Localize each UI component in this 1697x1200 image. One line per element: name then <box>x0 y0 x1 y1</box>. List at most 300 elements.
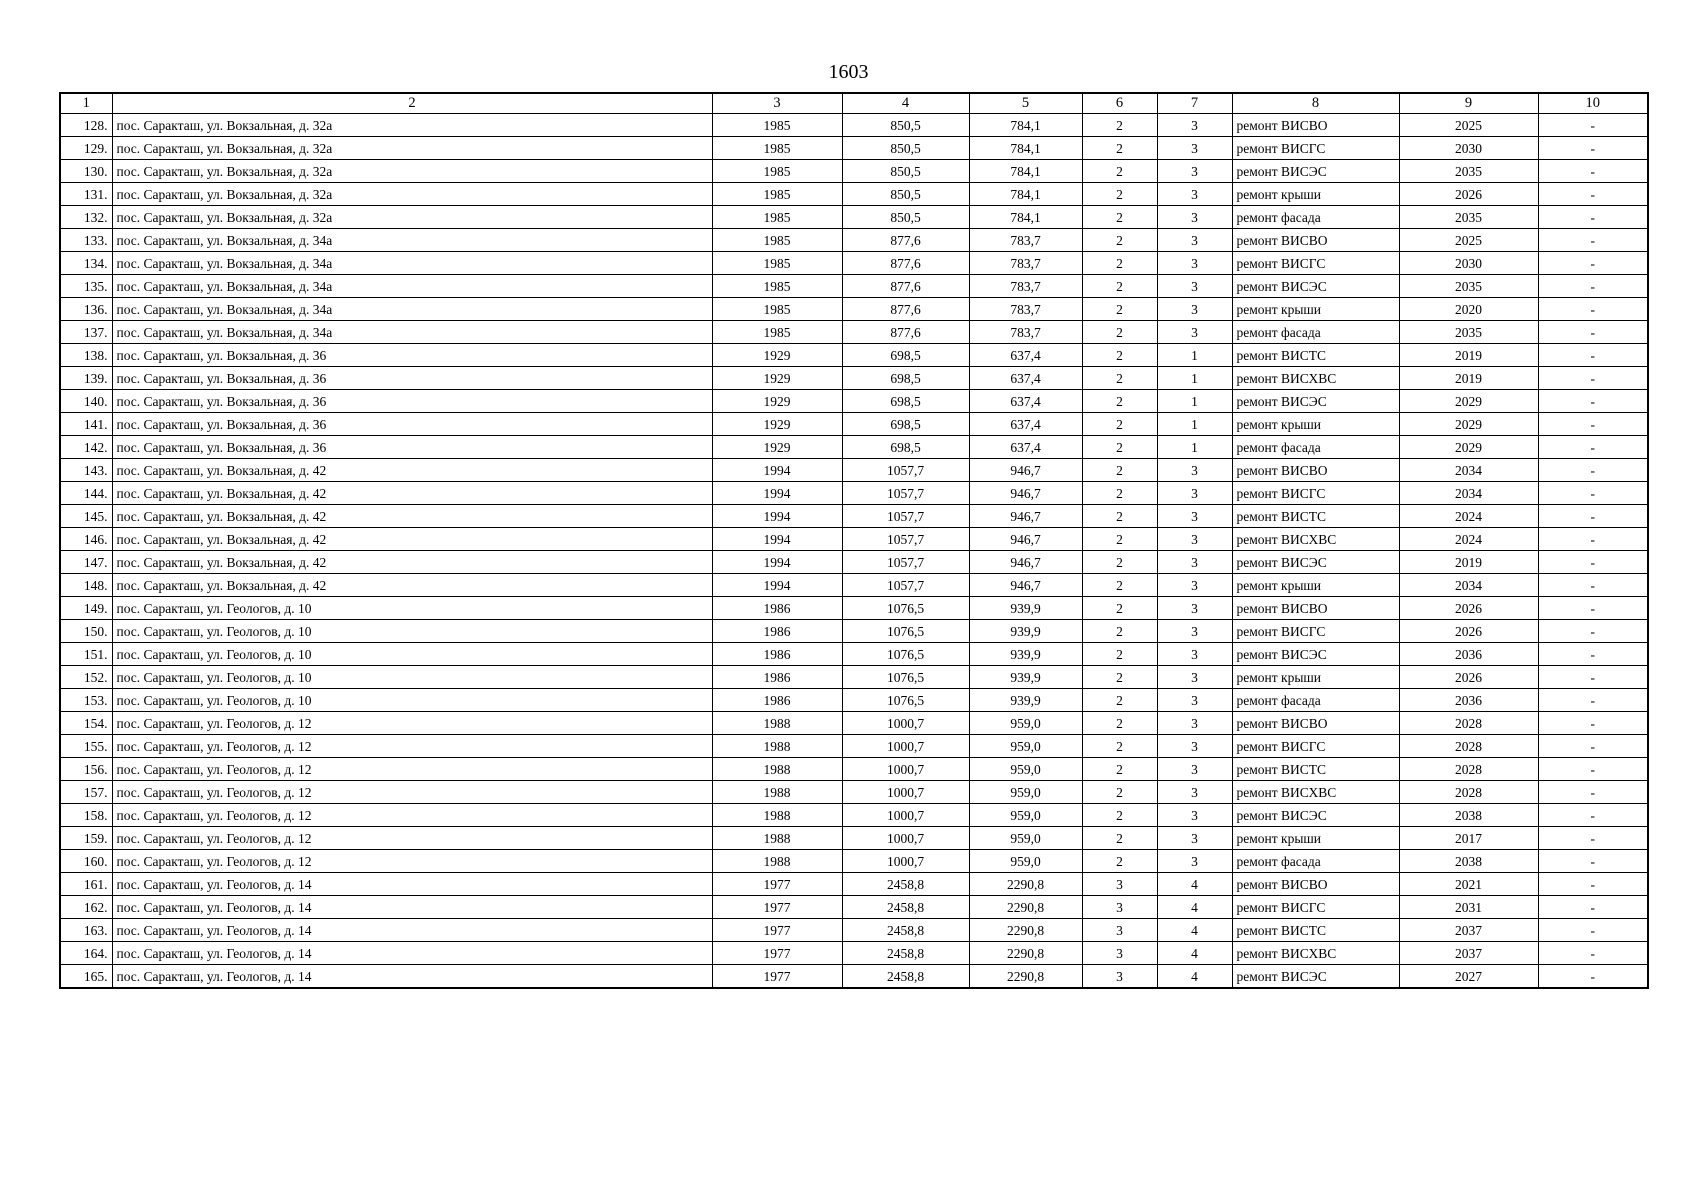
entrances-cell: 3 <box>1082 965 1157 989</box>
address-cell: пос. Саракташ, ул. Вокзальная, д. 32а <box>112 137 712 160</box>
living-area-cell: 939,9 <box>969 643 1082 666</box>
note-cell: - <box>1538 965 1648 989</box>
planned-year-cell: 2029 <box>1399 413 1538 436</box>
living-area-cell: 946,7 <box>969 528 1082 551</box>
floors-cell: 3 <box>1157 758 1232 781</box>
build-year-cell: 1985 <box>712 137 842 160</box>
page-number: 1603 <box>828 61 869 83</box>
total-area-cell: 1000,7 <box>842 758 969 781</box>
address-cell: пос. Саракташ, ул. Вокзальная, д. 36 <box>112 390 712 413</box>
entrances-cell: 2 <box>1082 551 1157 574</box>
floors-cell: 3 <box>1157 229 1232 252</box>
row-number-cell: 144. <box>60 482 112 505</box>
planned-year-cell: 2019 <box>1399 344 1538 367</box>
build-year-cell: 1929 <box>712 436 842 459</box>
row-number-cell: 160. <box>60 850 112 873</box>
living-area-cell: 637,4 <box>969 413 1082 436</box>
note-cell: - <box>1538 482 1648 505</box>
planned-year-cell: 2029 <box>1399 436 1538 459</box>
build-year-cell: 1994 <box>712 459 842 482</box>
row-number-cell: 143. <box>60 459 112 482</box>
entrances-cell: 2 <box>1082 505 1157 528</box>
entrances-cell: 2 <box>1082 183 1157 206</box>
table-row <box>60 436 1648 459</box>
living-area-cell: 784,1 <box>969 160 1082 183</box>
floors-cell: 3 <box>1157 574 1232 597</box>
address-cell: пос. Саракташ, ул. Вокзальная, д. 32а <box>112 183 712 206</box>
planned-year-cell: 2034 <box>1399 459 1538 482</box>
floors-cell: 4 <box>1157 965 1232 989</box>
floors-cell: 3 <box>1157 137 1232 160</box>
row-number-cell: 136. <box>60 298 112 321</box>
work-type-cell: ремонт ВИСГС <box>1232 896 1399 919</box>
floors-cell: 3 <box>1157 160 1232 183</box>
table-row <box>60 367 1648 390</box>
living-area-cell: 783,7 <box>969 229 1082 252</box>
work-type-cell: ремонт ВИСХВС <box>1232 528 1399 551</box>
note-cell: - <box>1538 252 1648 275</box>
floors-cell: 3 <box>1157 666 1232 689</box>
living-area-cell: 783,7 <box>969 275 1082 298</box>
floors-cell: 3 <box>1157 850 1232 873</box>
note-cell: - <box>1538 528 1648 551</box>
living-area-cell: 784,1 <box>969 183 1082 206</box>
table-row <box>60 804 1648 827</box>
living-area-cell: 637,4 <box>969 344 1082 367</box>
build-year-cell: 1985 <box>712 321 842 344</box>
table-row <box>60 505 1648 528</box>
planned-year-cell: 2038 <box>1399 804 1538 827</box>
planned-year-cell: 2028 <box>1399 735 1538 758</box>
total-area-cell: 1057,7 <box>842 551 969 574</box>
entrances-cell: 2 <box>1082 229 1157 252</box>
note-cell: - <box>1538 827 1648 850</box>
address-cell: пос. Саракташ, ул. Геологов, д. 12 <box>112 850 712 873</box>
living-area-cell: 2290,8 <box>969 965 1082 989</box>
entrances-cell: 3 <box>1082 919 1157 942</box>
note-cell: - <box>1538 712 1648 735</box>
note-cell: - <box>1538 390 1648 413</box>
work-type-cell: ремонт ВИСТС <box>1232 758 1399 781</box>
floors-cell: 3 <box>1157 735 1232 758</box>
planned-year-cell: 2034 <box>1399 574 1538 597</box>
table-row <box>60 413 1648 436</box>
floors-cell: 1 <box>1157 344 1232 367</box>
total-area-cell: 698,5 <box>842 390 969 413</box>
address-cell: пос. Саракташ, ул. Геологов, д. 14 <box>112 965 712 989</box>
table-row <box>60 459 1648 482</box>
entrances-cell: 2 <box>1082 137 1157 160</box>
address-cell: пос. Саракташ, ул. Вокзальная, д. 42 <box>112 459 712 482</box>
entrances-cell: 2 <box>1082 735 1157 758</box>
table-row <box>60 597 1648 620</box>
address-cell: пос. Саракташ, ул. Вокзальная, д. 34а <box>112 275 712 298</box>
address-cell: пос. Саракташ, ул. Геологов, д. 12 <box>112 758 712 781</box>
build-year-cell: 1986 <box>712 666 842 689</box>
table-row <box>60 827 1648 850</box>
floors-cell: 3 <box>1157 321 1232 344</box>
work-type-cell: ремонт ВИСГС <box>1232 620 1399 643</box>
note-cell: - <box>1538 505 1648 528</box>
living-area-cell: 959,0 <box>969 781 1082 804</box>
living-area-cell: 783,7 <box>969 298 1082 321</box>
row-number-cell: 134. <box>60 252 112 275</box>
row-number-cell: 161. <box>60 873 112 896</box>
total-area-cell: 2458,8 <box>842 919 969 942</box>
note-cell: - <box>1538 459 1648 482</box>
table-row <box>60 689 1648 712</box>
total-area-cell: 877,6 <box>842 229 969 252</box>
note-cell: - <box>1538 942 1648 965</box>
planned-year-cell: 2030 <box>1399 137 1538 160</box>
work-type-cell: ремонт ВИСВО <box>1232 873 1399 896</box>
row-number-cell: 135. <box>60 275 112 298</box>
floors-cell: 3 <box>1157 643 1232 666</box>
column-header: 7 <box>1157 93 1232 114</box>
build-year-cell: 1986 <box>712 620 842 643</box>
floors-cell: 4 <box>1157 942 1232 965</box>
living-area-cell: 637,4 <box>969 436 1082 459</box>
note-cell: - <box>1538 551 1648 574</box>
total-area-cell: 698,5 <box>842 367 969 390</box>
note-cell: - <box>1538 574 1648 597</box>
row-number-cell: 141. <box>60 413 112 436</box>
work-type-cell: ремонт ВИСЭС <box>1232 275 1399 298</box>
build-year-cell: 1988 <box>712 712 842 735</box>
entrances-cell: 2 <box>1082 666 1157 689</box>
floors-cell: 3 <box>1157 183 1232 206</box>
total-area-cell: 1000,7 <box>842 850 969 873</box>
row-number-cell: 158. <box>60 804 112 827</box>
table-row <box>60 758 1648 781</box>
build-year-cell: 1986 <box>712 689 842 712</box>
table-row <box>60 919 1648 942</box>
entrances-cell: 2 <box>1082 781 1157 804</box>
table-row <box>60 137 1648 160</box>
work-type-cell: ремонт ВИСТС <box>1232 505 1399 528</box>
entrances-cell: 2 <box>1082 804 1157 827</box>
table-row <box>60 114 1648 137</box>
column-header: 10 <box>1538 93 1648 114</box>
table-row <box>60 482 1648 505</box>
living-area-cell: 959,0 <box>969 712 1082 735</box>
floors-cell: 3 <box>1157 712 1232 735</box>
table-row <box>60 528 1648 551</box>
build-year-cell: 1977 <box>712 919 842 942</box>
living-area-cell: 959,0 <box>969 850 1082 873</box>
floors-cell: 1 <box>1157 367 1232 390</box>
floors-cell: 3 <box>1157 804 1232 827</box>
build-year-cell: 1985 <box>712 275 842 298</box>
planned-year-cell: 2027 <box>1399 965 1538 989</box>
total-area-cell: 1057,7 <box>842 459 969 482</box>
row-number-cell: 149. <box>60 597 112 620</box>
entrances-cell: 2 <box>1082 827 1157 850</box>
planned-year-cell: 2025 <box>1399 229 1538 252</box>
build-year-cell: 1985 <box>712 183 842 206</box>
planned-year-cell: 2034 <box>1399 482 1538 505</box>
total-area-cell: 1057,7 <box>842 528 969 551</box>
entrances-cell: 2 <box>1082 321 1157 344</box>
work-type-cell: ремонт крыши <box>1232 298 1399 321</box>
column-header: 2 <box>112 93 712 114</box>
address-cell: пос. Саракташ, ул. Геологов, д. 12 <box>112 781 712 804</box>
note-cell: - <box>1538 758 1648 781</box>
address-cell: пос. Саракташ, ул. Вокзальная, д. 42 <box>112 551 712 574</box>
table-row <box>60 298 1648 321</box>
work-type-cell: ремонт ВИСВО <box>1232 459 1399 482</box>
entrances-cell: 2 <box>1082 597 1157 620</box>
total-area-cell: 877,6 <box>842 298 969 321</box>
column-header: 9 <box>1399 93 1538 114</box>
build-year-cell: 1985 <box>712 114 842 137</box>
row-number-cell: 128. <box>60 114 112 137</box>
total-area-cell: 2458,8 <box>842 942 969 965</box>
column-header: 8 <box>1232 93 1399 114</box>
build-year-cell: 1977 <box>712 942 842 965</box>
total-area-cell: 1076,5 <box>842 620 969 643</box>
living-area-cell: 783,7 <box>969 252 1082 275</box>
planned-year-cell: 2026 <box>1399 620 1538 643</box>
planned-year-cell: 2024 <box>1399 505 1538 528</box>
total-area-cell: 877,6 <box>842 321 969 344</box>
total-area-cell: 1000,7 <box>842 712 969 735</box>
total-area-cell: 1076,5 <box>842 689 969 712</box>
row-number-cell: 156. <box>60 758 112 781</box>
total-area-cell: 1000,7 <box>842 735 969 758</box>
work-type-cell: ремонт ВИСЭС <box>1232 551 1399 574</box>
total-area-cell: 698,5 <box>842 413 969 436</box>
address-cell: пос. Саракташ, ул. Вокзальная, д. 42 <box>112 505 712 528</box>
row-number-cell: 154. <box>60 712 112 735</box>
floors-cell: 3 <box>1157 597 1232 620</box>
row-number-cell: 151. <box>60 643 112 666</box>
note-cell: - <box>1538 183 1648 206</box>
note-cell: - <box>1538 436 1648 459</box>
work-type-cell: ремонт ВИСЭС <box>1232 643 1399 666</box>
planned-year-cell: 2029 <box>1399 390 1538 413</box>
planned-year-cell: 2031 <box>1399 896 1538 919</box>
living-area-cell: 939,9 <box>969 666 1082 689</box>
work-type-cell: ремонт ВИСГС <box>1232 252 1399 275</box>
table-row <box>60 229 1648 252</box>
floors-cell: 3 <box>1157 298 1232 321</box>
entrances-cell: 2 <box>1082 850 1157 873</box>
planned-year-cell: 2037 <box>1399 919 1538 942</box>
planned-year-cell: 2021 <box>1399 873 1538 896</box>
total-area-cell: 1076,5 <box>842 643 969 666</box>
total-area-cell: 877,6 <box>842 275 969 298</box>
entrances-cell: 2 <box>1082 459 1157 482</box>
work-type-cell: ремонт ВИСХВС <box>1232 781 1399 804</box>
row-number-cell: 137. <box>60 321 112 344</box>
work-type-cell: ремонт ВИСВО <box>1232 712 1399 735</box>
build-year-cell: 1929 <box>712 413 842 436</box>
total-area-cell: 2458,8 <box>842 965 969 989</box>
row-number-cell: 147. <box>60 551 112 574</box>
row-number-cell: 145. <box>60 505 112 528</box>
address-cell: пос. Саракташ, ул. Геологов, д. 14 <box>112 896 712 919</box>
work-type-cell: ремонт ВИСГС <box>1232 735 1399 758</box>
build-year-cell: 1977 <box>712 873 842 896</box>
floors-cell: 3 <box>1157 827 1232 850</box>
row-number-cell: 132. <box>60 206 112 229</box>
row-number-cell: 130. <box>60 160 112 183</box>
work-type-cell: ремонт фасада <box>1232 689 1399 712</box>
work-type-cell: ремонт крыши <box>1232 827 1399 850</box>
address-cell: пос. Саракташ, ул. Геологов, д. 10 <box>112 643 712 666</box>
build-year-cell: 1994 <box>712 551 842 574</box>
note-cell: - <box>1538 229 1648 252</box>
total-area-cell: 1057,7 <box>842 574 969 597</box>
table-row <box>60 942 1648 965</box>
work-type-cell: ремонт ВИСВО <box>1232 597 1399 620</box>
note-cell: - <box>1538 896 1648 919</box>
entrances-cell: 2 <box>1082 390 1157 413</box>
floors-cell: 4 <box>1157 896 1232 919</box>
living-area-cell: 946,7 <box>969 574 1082 597</box>
build-year-cell: 1977 <box>712 965 842 989</box>
note-cell: - <box>1538 873 1648 896</box>
planned-year-cell: 2036 <box>1399 689 1538 712</box>
planned-year-cell: 2028 <box>1399 712 1538 735</box>
table-row <box>60 643 1648 666</box>
address-cell: пос. Саракташ, ул. Вокзальная, д. 36 <box>112 436 712 459</box>
total-area-cell: 1076,5 <box>842 597 969 620</box>
work-type-cell: ремонт ВИСЭС <box>1232 965 1399 989</box>
entrances-cell: 2 <box>1082 643 1157 666</box>
entrances-cell: 2 <box>1082 689 1157 712</box>
row-number-cell: 153. <box>60 689 112 712</box>
address-cell: пос. Саракташ, ул. Геологов, д. 12 <box>112 712 712 735</box>
work-type-cell: ремонт фасада <box>1232 206 1399 229</box>
floors-cell: 1 <box>1157 413 1232 436</box>
work-type-cell: ремонт ВИСГС <box>1232 482 1399 505</box>
address-cell: пос. Саракташ, ул. Геологов, д. 10 <box>112 689 712 712</box>
planned-year-cell: 2024 <box>1399 528 1538 551</box>
floors-cell: 4 <box>1157 873 1232 896</box>
planned-year-cell: 2030 <box>1399 252 1538 275</box>
row-number-cell: 155. <box>60 735 112 758</box>
entrances-cell: 3 <box>1082 896 1157 919</box>
table-row <box>60 160 1648 183</box>
entrances-cell: 2 <box>1082 413 1157 436</box>
note-cell: - <box>1538 689 1648 712</box>
floors-cell: 1 <box>1157 390 1232 413</box>
build-year-cell: 1986 <box>712 597 842 620</box>
living-area-cell: 959,0 <box>969 758 1082 781</box>
build-year-cell: 1988 <box>712 735 842 758</box>
floors-cell: 1 <box>1157 436 1232 459</box>
note-cell: - <box>1538 666 1648 689</box>
living-area-cell: 946,7 <box>969 505 1082 528</box>
entrances-cell: 2 <box>1082 574 1157 597</box>
note-cell: - <box>1538 367 1648 390</box>
build-year-cell: 1994 <box>712 574 842 597</box>
note-cell: - <box>1538 114 1648 137</box>
planned-year-cell: 2019 <box>1399 367 1538 390</box>
entrances-cell: 3 <box>1082 942 1157 965</box>
row-number-cell: 146. <box>60 528 112 551</box>
table-row <box>60 275 1648 298</box>
entrances-cell: 3 <box>1082 873 1157 896</box>
work-type-cell: ремонт фасада <box>1232 850 1399 873</box>
planned-year-cell: 2037 <box>1399 942 1538 965</box>
table-row <box>60 712 1648 735</box>
entrances-cell: 2 <box>1082 712 1157 735</box>
planned-year-cell: 2036 <box>1399 643 1538 666</box>
work-type-cell: ремонт крыши <box>1232 413 1399 436</box>
address-cell: пос. Саракташ, ул. Вокзальная, д. 32а <box>112 206 712 229</box>
table-row <box>60 344 1648 367</box>
entrances-cell: 2 <box>1082 298 1157 321</box>
table-row <box>60 321 1648 344</box>
living-area-cell: 939,9 <box>969 597 1082 620</box>
table-row <box>60 574 1648 597</box>
row-number-cell: 129. <box>60 137 112 160</box>
address-cell: пос. Саракташ, ул. Геологов, д. 10 <box>112 666 712 689</box>
floors-cell: 3 <box>1157 482 1232 505</box>
column-header: 3 <box>712 93 842 114</box>
work-type-cell: ремонт фасада <box>1232 436 1399 459</box>
address-cell: пос. Саракташ, ул. Вокзальная, д. 42 <box>112 528 712 551</box>
work-type-cell: ремонт ВИСВО <box>1232 229 1399 252</box>
total-area-cell: 2458,8 <box>842 896 969 919</box>
living-area-cell: 946,7 <box>969 482 1082 505</box>
planned-year-cell: 2026 <box>1399 597 1538 620</box>
row-number-cell: 133. <box>60 229 112 252</box>
row-number-cell: 142. <box>60 436 112 459</box>
total-area-cell: 850,5 <box>842 114 969 137</box>
entrances-cell: 2 <box>1082 482 1157 505</box>
living-area-cell: 959,0 <box>969 804 1082 827</box>
note-cell: - <box>1538 344 1648 367</box>
total-area-cell: 1000,7 <box>842 781 969 804</box>
note-cell: - <box>1538 620 1648 643</box>
build-year-cell: 1988 <box>712 827 842 850</box>
address-cell: пос. Саракташ, ул. Геологов, д. 14 <box>112 942 712 965</box>
table-row <box>60 965 1648 989</box>
living-area-cell: 946,7 <box>969 459 1082 482</box>
note-cell: - <box>1538 275 1648 298</box>
work-type-cell: ремонт крыши <box>1232 574 1399 597</box>
floors-cell: 3 <box>1157 689 1232 712</box>
build-year-cell: 1988 <box>712 781 842 804</box>
row-number-cell: 150. <box>60 620 112 643</box>
column-header: 4 <box>842 93 969 114</box>
table-row <box>60 850 1648 873</box>
total-area-cell: 1076,5 <box>842 666 969 689</box>
note-cell: - <box>1538 643 1648 666</box>
row-number-cell: 152. <box>60 666 112 689</box>
row-number-cell: 163. <box>60 919 112 942</box>
build-year-cell: 1994 <box>712 528 842 551</box>
address-cell: пос. Саракташ, ул. Вокзальная, д. 42 <box>112 574 712 597</box>
row-number-cell: 140. <box>60 390 112 413</box>
total-area-cell: 1000,7 <box>842 804 969 827</box>
row-number-cell: 159. <box>60 827 112 850</box>
entrances-cell: 2 <box>1082 620 1157 643</box>
address-cell: пос. Саракташ, ул. Вокзальная, д. 34а <box>112 229 712 252</box>
living-area-cell: 637,4 <box>969 390 1082 413</box>
repair-schedule-table <box>59 92 1649 989</box>
note-cell: - <box>1538 137 1648 160</box>
address-cell: пос. Саракташ, ул. Геологов, д. 10 <box>112 620 712 643</box>
table-row <box>60 896 1648 919</box>
build-year-cell: 1994 <box>712 505 842 528</box>
planned-year-cell: 2020 <box>1399 298 1538 321</box>
floors-cell: 3 <box>1157 206 1232 229</box>
